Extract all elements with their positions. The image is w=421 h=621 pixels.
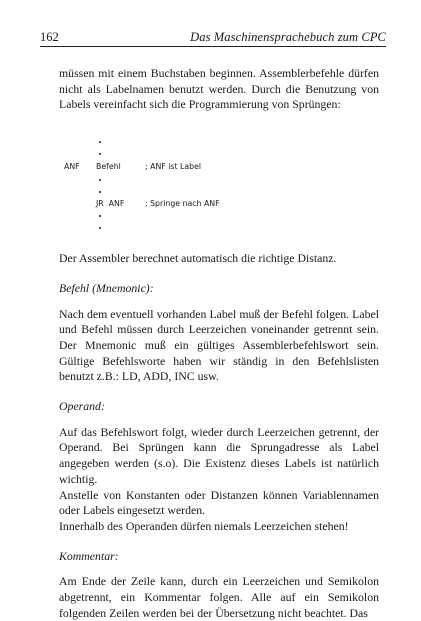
page-number: 162 xyxy=(40,30,59,44)
ellipsis-dot xyxy=(99,215,101,217)
after-code-paragraph: Der Assembler berechnet automatisch die richtige Distanz. xyxy=(59,251,337,266)
running-title: Das Maschinensprachebuch zum CPC xyxy=(190,30,386,44)
page-header xyxy=(40,30,386,47)
ellipsis-dot xyxy=(99,227,101,229)
code-example xyxy=(59,131,379,235)
section-heading-befehl: Befehl (Mnemonic): xyxy=(59,280,154,295)
operand-paragraph: Anstelle von Konstanten oder Distanzen können Variablennamen oder Labels eingesetzt werden. xyxy=(59,487,379,518)
section-heading-kommentar: Kommentar: xyxy=(59,548,119,563)
code-comment: ; ANF ist Label xyxy=(145,162,202,172)
page-body xyxy=(59,66,379,621)
code-instruction: JR ANF xyxy=(96,199,125,209)
code-instruction: Befehl xyxy=(96,162,121,172)
befehl-paragraph: Nach dem eventuell vorhanden Label muß der Befehl folgen. Label und Befehl müssen durch Leerzeichen voneinander getrennt sein. Der Mnemonic muß ein gültiges Assemblerbefehlswort sein. Gültige Befehlsworte haben wir ständig in den Befehlslisten benutzt z.B.: LD, ADD, INC usw. xyxy=(59,306,379,384)
ellipsis-dot xyxy=(99,141,101,143)
intro-paragraph: müssen mit einem Buchstaben beginnen. Assemblerbefehle dürfen nicht als Labelnamen benutzt werden. Durch die Benutzung von Labels vereinfacht sich die Programmierung von Sprüngen: xyxy=(59,66,379,112)
operand-paragraph: Auf das Befehlswort folgt, wieder durch Leerzeichen getrennt, der Operand. Bei Sprüngen kann die Sprungadresse als Label angegeben werden (s.o). Die Existenz dieses Labels ist natürlich wichtig. xyxy=(59,424,379,486)
ellipsis-dot xyxy=(99,179,101,181)
code-label: ANF xyxy=(64,162,80,172)
code-comment: ; Springe nach ANF xyxy=(145,199,220,209)
operand-paragraph: Innerhalb des Operanden dürfen niemals Leerzeichen stehen! xyxy=(59,518,349,533)
kommentar-paragraph: Am Ende der Zeile kann, durch ein Leerzeichen und Semikolon abgetrennt, ein Kommentar folgen. Alle auf ein Semikolon folgenden Zeilen werden bei der Übersetzung nicht beachtet. Das xyxy=(59,574,379,620)
ellipsis-dot xyxy=(99,153,101,155)
section-heading-operand: Operand: xyxy=(59,399,105,414)
ellipsis-dot xyxy=(99,191,101,193)
